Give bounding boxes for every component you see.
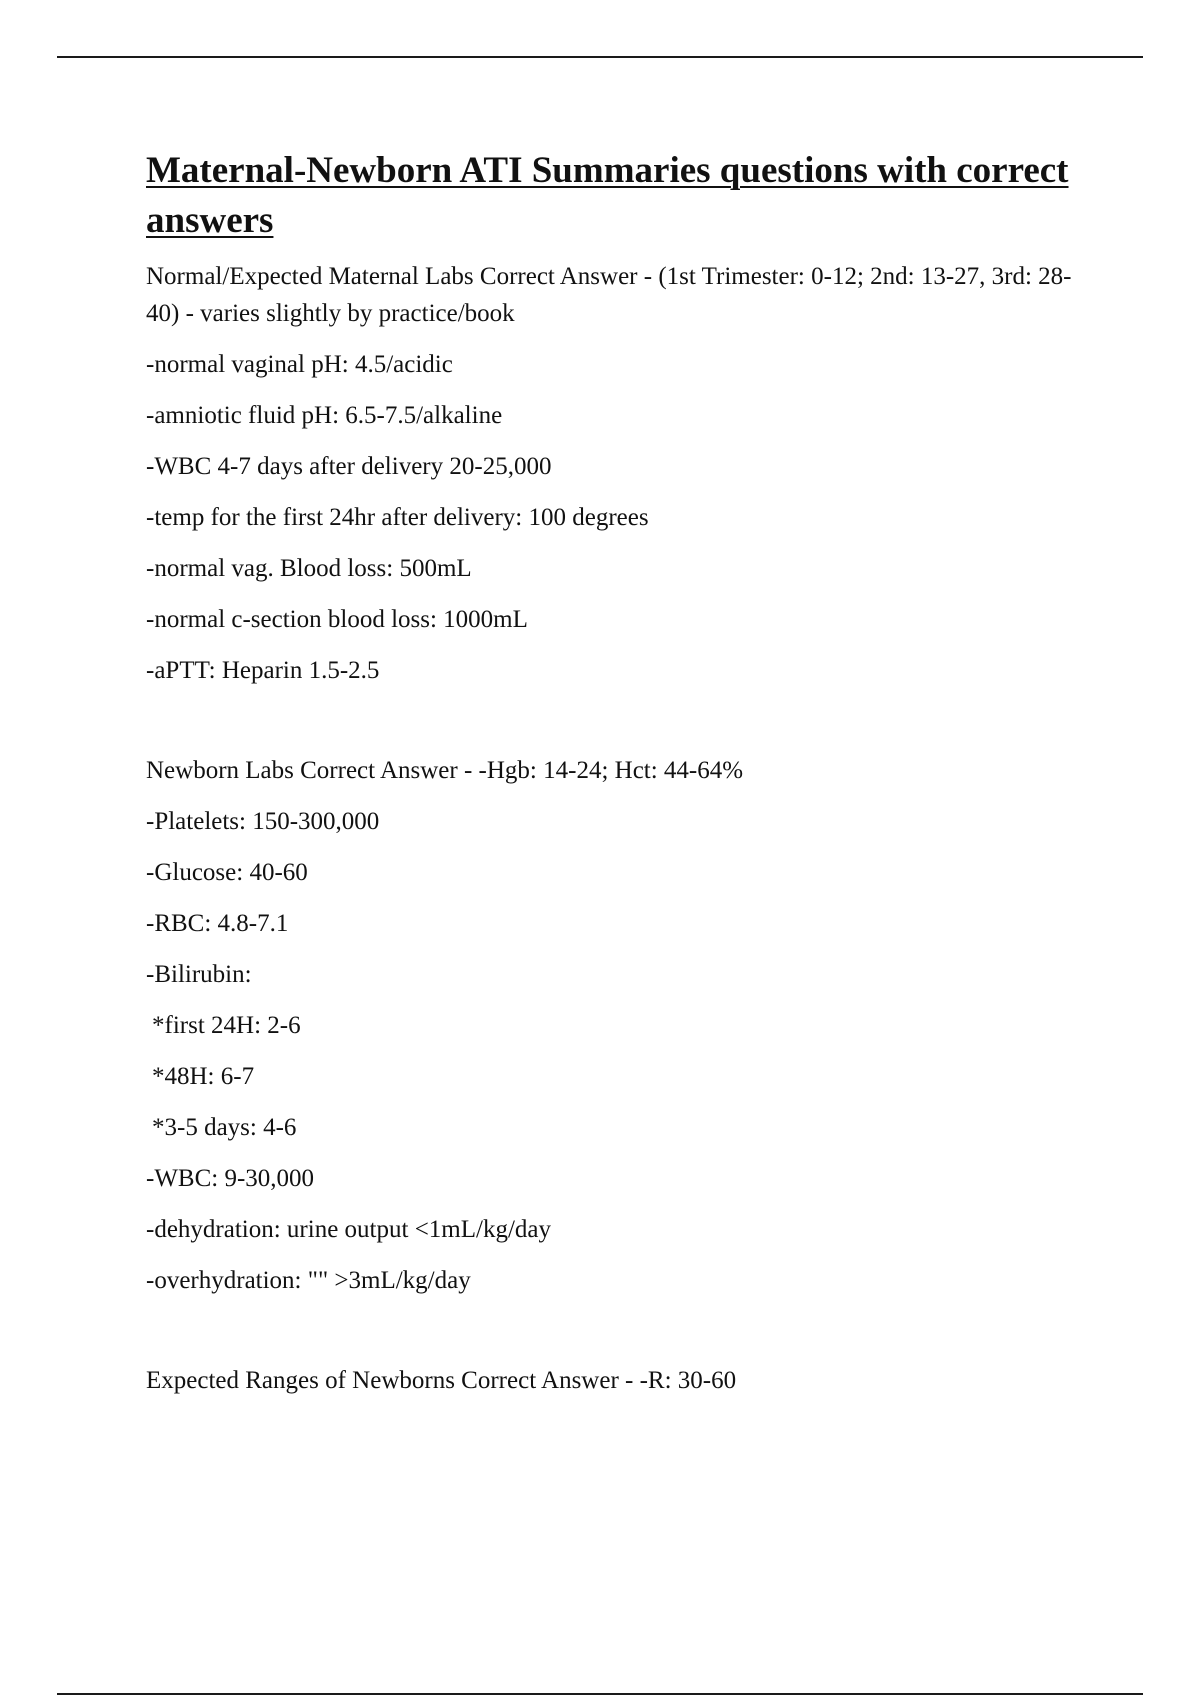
- list-item: -WBC 4-7 days after delivery 20-25,000: [146, 453, 552, 480]
- list-item: -normal vaginal pH: 4.5/acidic: [146, 351, 453, 378]
- section-newborn-ranges: [146, 1362, 1086, 1399]
- section-maternal-labs: [146, 258, 1086, 689]
- list-item: -normal vag. Blood loss: 500mL: [146, 555, 472, 582]
- section-intro: Expected Ranges of Newborns Correct Answer - -R: 30-60: [146, 1367, 737, 1394]
- list-item: -WBC: 9-30,000: [146, 1165, 315, 1192]
- list-item: -RBC: 4.8-7.1: [146, 910, 289, 937]
- list-item: *48H: 6-7: [152, 1063, 255, 1090]
- document-body: [146, 146, 1086, 1413]
- list-item: -normal c-section blood loss: 1000mL: [146, 606, 528, 633]
- section-gap: [146, 1313, 1086, 1362]
- bottom-rule: [57, 1693, 1143, 1695]
- list-item: -aPTT: Heparin 1.5-2.5: [146, 657, 380, 684]
- list-item: -overhydration: "" >3mL/kg/day: [146, 1267, 471, 1294]
- top-rule: [57, 56, 1143, 58]
- list-item: -Glucose: 40-60: [146, 859, 308, 886]
- section-gap: [146, 703, 1086, 752]
- section-newborn-labs: [146, 752, 1086, 1299]
- list-item: -Bilirubin:: [146, 961, 252, 988]
- list-item: -amniotic fluid pH: 6.5-7.5/alkaline: [146, 402, 503, 429]
- list-item: -Platelets: 150-300,000: [146, 808, 380, 835]
- list-item: *3-5 days: 4-6: [152, 1114, 297, 1141]
- section-intro: Normal/Expected Maternal Labs Correct Answer - (1st Trimester: 0-12; 2nd: 13-27, 3rd: 28-40) - varies slightly by practice/book: [146, 263, 1072, 327]
- list-item: -dehydration: urine output <1mL/kg/day: [146, 1216, 551, 1243]
- section-intro: Newborn Labs Correct Answer - -Hgb: 14-24; Hct: 44-64%: [146, 757, 744, 784]
- list-item: *first 24H: 2-6: [152, 1012, 301, 1039]
- list-item: -temp for the first 24hr after delivery: 100 degrees: [146, 504, 649, 531]
- document-title: Maternal-Newborn ATI Summaries questions with correct answers: [146, 150, 1069, 241]
